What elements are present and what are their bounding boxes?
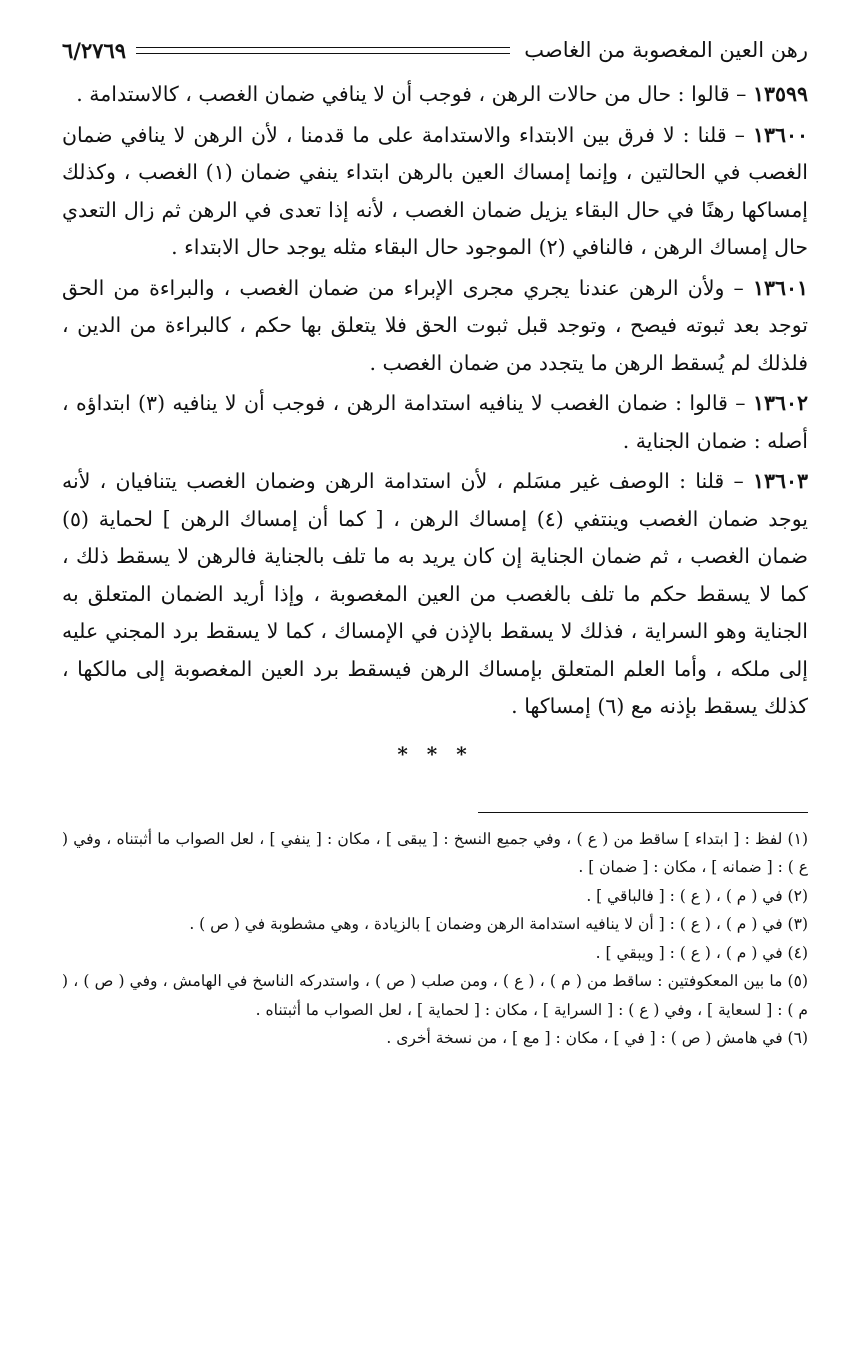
- paragraph-13602: [62, 385, 808, 460]
- footnote-5: (٥) ما بين المعكوفتين : ساقط من ( م ) ، ( ع ) ، ومن صلب ( ص ) ، واستدركه الناسخ في الهامش ، وفي ( ص ) ، ( م ) : [ لسعاية ] ، وفي ( ع ) : [ السراية ] ، مكان : [ لحماية ] ، لعل الصواب ما أثبتناه .: [62, 972, 808, 1019]
- footnotes: [62, 825, 808, 1053]
- main-text: [62, 76, 808, 726]
- page-number: ٦/٢٧٦٩: [62, 37, 127, 63]
- section-separator: * * *: [397, 741, 473, 766]
- paragraph-text: – ولأن الرهن عندنا يجري مجرى الإبراء من ضمان الغصب ، والبراءة من الحق توجد بعد ثبوته فيصح ، وتوجد قبل ثبوت الحق فلا يتعلق بها حكم ، كالبراءة من الدين ، فلذلك لم يُسقط الرهن ما يتجدد من ضمان الغصب .: [62, 275, 808, 375]
- footnote-2: (٢) في ( م ) ، ( ع ) : [ فالباقي ] .: [586, 886, 808, 905]
- paragraph-text: – قلنا : لا فرق بين الابتداء والاستدامة على ما قدمنا ، لأن الرهن لا ينافي ضمان الغصب في الحالتين ، وإنما إمساك العين بالرهن ابتداء ينفي ضمان (١) الغصب ، وكذلك إمساكها رهنًا في حال البقاء يزيل ضمان الغصب ، لأنه إذا تعدى في الرهن ثم زال التعدي حال إمساك الرهن ، فالنافي (٢) الموجود حال البقاء مثله يوجد حال الابتداء .: [62, 122, 808, 259]
- footnote-divider: [478, 812, 808, 813]
- paragraph-text: – قلنا : الوصف غير مسَلم ، لأن استدامة الرهن وضمان الغصب يتنافيان ، لأنه يوجد ضمان الغصب وينتفي (٤) إمساك الرهن ، [ كما أن إمساك الرهن ] لحماية (٥) ضمان الغصب ، ثم ضمان الجناية إن كان يريد به ما تلف بالجناية فالرهن لا يسقط ذلك ، كما لا يسقط حكم ما تلف بالغصب من العين المغصوبة ، وإذا أريد الضمان المتعلق به الجناية وهو السراية ، فذلك لا يسقط بالإذن في الإمساك ، كما لا يسقط برد المجني عليه إلى ملكه ، وأما العلم المتعلق بإمساك الرهن فيسقط برد العين المغصوبة إلى مالكها ، كذلك يسقط بإذنه مع (٦) إمساكها .: [62, 469, 808, 718]
- paragraph-text: – قالوا : ضمان الغصب لا ينافيه استدامة الرهن ، فوجب أن لا ينافيه (٣) ابتداؤه ، أصله : ضمان الجناية .: [62, 391, 808, 453]
- footnote-3: (٣) في ( م ) ، ( ع ) : [ أن لا ينافيه استدامة الرهن وضمان ] بالزيادة ، وهي مشطوبة في ( ص ) .: [189, 915, 808, 933]
- paragraph-13599: [62, 76, 808, 114]
- paragraph-number: ١٣٥٩٩: [752, 82, 808, 106]
- book-page: [62, 30, 808, 1053]
- header-double-rule: [136, 47, 510, 54]
- paragraph-13600: [62, 117, 808, 267]
- paragraph-number: ١٣٦٠٢: [752, 391, 808, 415]
- running-header: [62, 30, 808, 70]
- paragraph-number: ١٣٦٠٠: [752, 122, 808, 147]
- paragraph-number: ١٣٦٠١: [752, 275, 808, 300]
- paragraph-number: ١٣٦٠٣: [752, 469, 808, 493]
- footnote-6: (٦) في هامش ( ص ) : [ في ] ، مكان : [ مع ] ، من نسخة أخرى .: [386, 1029, 808, 1047]
- paragraph-text: – قالوا : حال من حالات الرهن ، فوجب أن لا ينافي ضمان الغصب ، كالاستدامة .: [76, 82, 753, 106]
- paragraph-13603: [62, 463, 808, 726]
- footnote-1: (١) لفظ : [ ابتداء ] ساقط من ( ع ) ، وفي جميع النسخ : [ يبقى ] ، مكان : [ ينفي ] ، لعل الصواب ما أثبتناه ، وفي ( ع ) : [ ضمانه ] ، مكان : [ ضمان ] .: [62, 829, 808, 876]
- paragraph-13601: [62, 270, 808, 383]
- running-title: رهن العين المغصوبة من الغاصب: [524, 38, 808, 62]
- footnote-4: (٤) في ( م ) ، ( ع ) : [ ويبقي ] .: [595, 943, 808, 962]
